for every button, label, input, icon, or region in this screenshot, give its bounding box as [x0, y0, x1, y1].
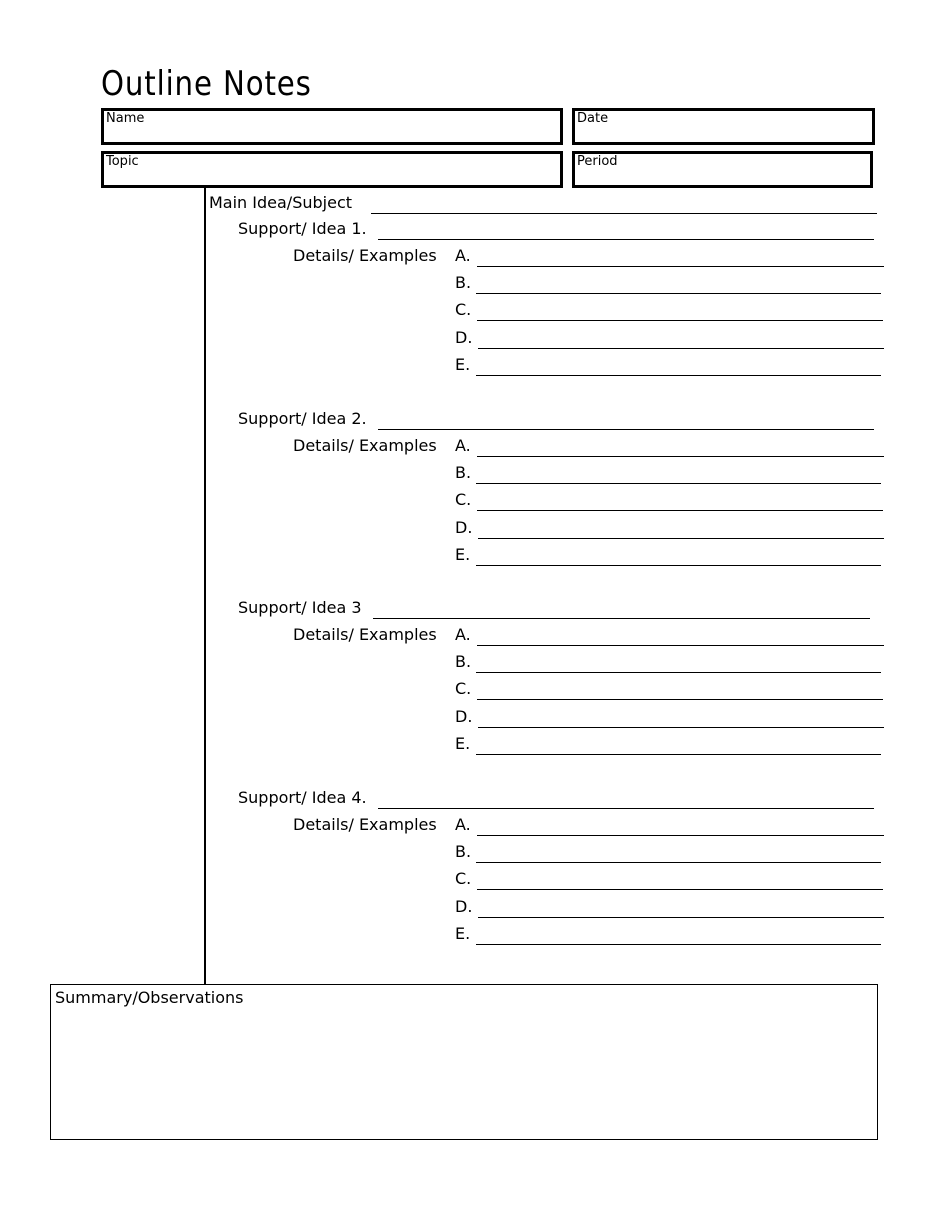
main-idea-label: Main Idea/Subject: [209, 193, 353, 212]
detail-line[interactable]: [477, 306, 883, 321]
detail-letter: B.: [455, 842, 472, 862]
detail-letter: C.: [455, 679, 472, 699]
main-idea-row: [209, 193, 352, 212]
detail-letter: E.: [455, 733, 471, 753]
topic-label: Topic: [106, 154, 139, 169]
detail-line[interactable]: [477, 496, 883, 511]
detail-line[interactable]: [477, 442, 884, 457]
detail-line[interactable]: [477, 631, 884, 646]
detail-line[interactable]: [476, 930, 881, 945]
support-idea-line[interactable]: [378, 415, 874, 430]
date-label: Date: [577, 111, 609, 126]
detail-line[interactable]: [478, 334, 884, 349]
detail-line[interactable]: [476, 740, 881, 755]
summary-label: Summary/Observations: [55, 988, 244, 1007]
support-idea-label: Support/ Idea 4.: [238, 788, 367, 807]
detail-line[interactable]: [478, 903, 884, 918]
detail-line[interactable]: [477, 821, 884, 836]
detail-letter: D.: [455, 327, 473, 347]
detail-line[interactable]: [478, 524, 884, 539]
detail-letter: B.: [455, 463, 472, 483]
main-idea-line[interactable]: [371, 199, 877, 214]
support-idea-label: Support/ Idea 1.: [238, 219, 367, 238]
detail-letter: A.: [455, 815, 471, 834]
summary-box[interactable]: [50, 984, 878, 1140]
detail-letter: B.: [455, 652, 472, 672]
detail-line[interactable]: [476, 551, 881, 566]
period-label: Period: [577, 154, 618, 169]
margin-divider: [204, 187, 206, 985]
detail-letter: D.: [455, 706, 473, 726]
detail-letter: B.: [455, 273, 472, 293]
detail-letter: D.: [455, 896, 473, 916]
detail-letter: C.: [455, 869, 472, 889]
detail-letter: E.: [455, 923, 471, 943]
detail-letter: E.: [455, 544, 471, 564]
detail-line[interactable]: [477, 685, 883, 700]
name-field[interactable]: [101, 108, 563, 145]
detail-letter: C.: [455, 300, 472, 320]
detail-line[interactable]: [476, 361, 881, 376]
detail-line[interactable]: [476, 848, 881, 863]
detail-line[interactable]: [476, 658, 881, 673]
support-idea-line[interactable]: [378, 225, 874, 240]
name-label: Name: [106, 111, 145, 126]
detail-line[interactable]: [477, 252, 884, 267]
detail-letter: A.: [455, 246, 471, 265]
support-idea-line[interactable]: [373, 604, 870, 619]
details-examples-label: Details/ Examples: [293, 815, 437, 834]
detail-letter: E.: [455, 354, 471, 374]
date-field[interactable]: [572, 108, 875, 145]
support-idea-line[interactable]: [378, 794, 874, 809]
support-idea-label: Support/ Idea 3: [238, 598, 362, 617]
detail-line[interactable]: [476, 279, 881, 294]
support-idea-label: Support/ Idea 2.: [238, 409, 367, 428]
detail-letter: A.: [455, 625, 471, 644]
topic-field[interactable]: [101, 151, 563, 188]
detail-letter: D.: [455, 517, 473, 537]
detail-letter: C.: [455, 490, 472, 510]
detail-line[interactable]: [476, 469, 881, 484]
page-title: Outline Notes: [101, 64, 312, 104]
details-examples-label: Details/ Examples: [293, 436, 437, 455]
details-examples-label: Details/ Examples: [293, 246, 437, 265]
detail-line[interactable]: [477, 875, 883, 890]
detail-line[interactable]: [478, 713, 884, 728]
detail-letter: A.: [455, 436, 471, 455]
details-examples-label: Details/ Examples: [293, 625, 437, 644]
period-field[interactable]: [572, 151, 873, 188]
